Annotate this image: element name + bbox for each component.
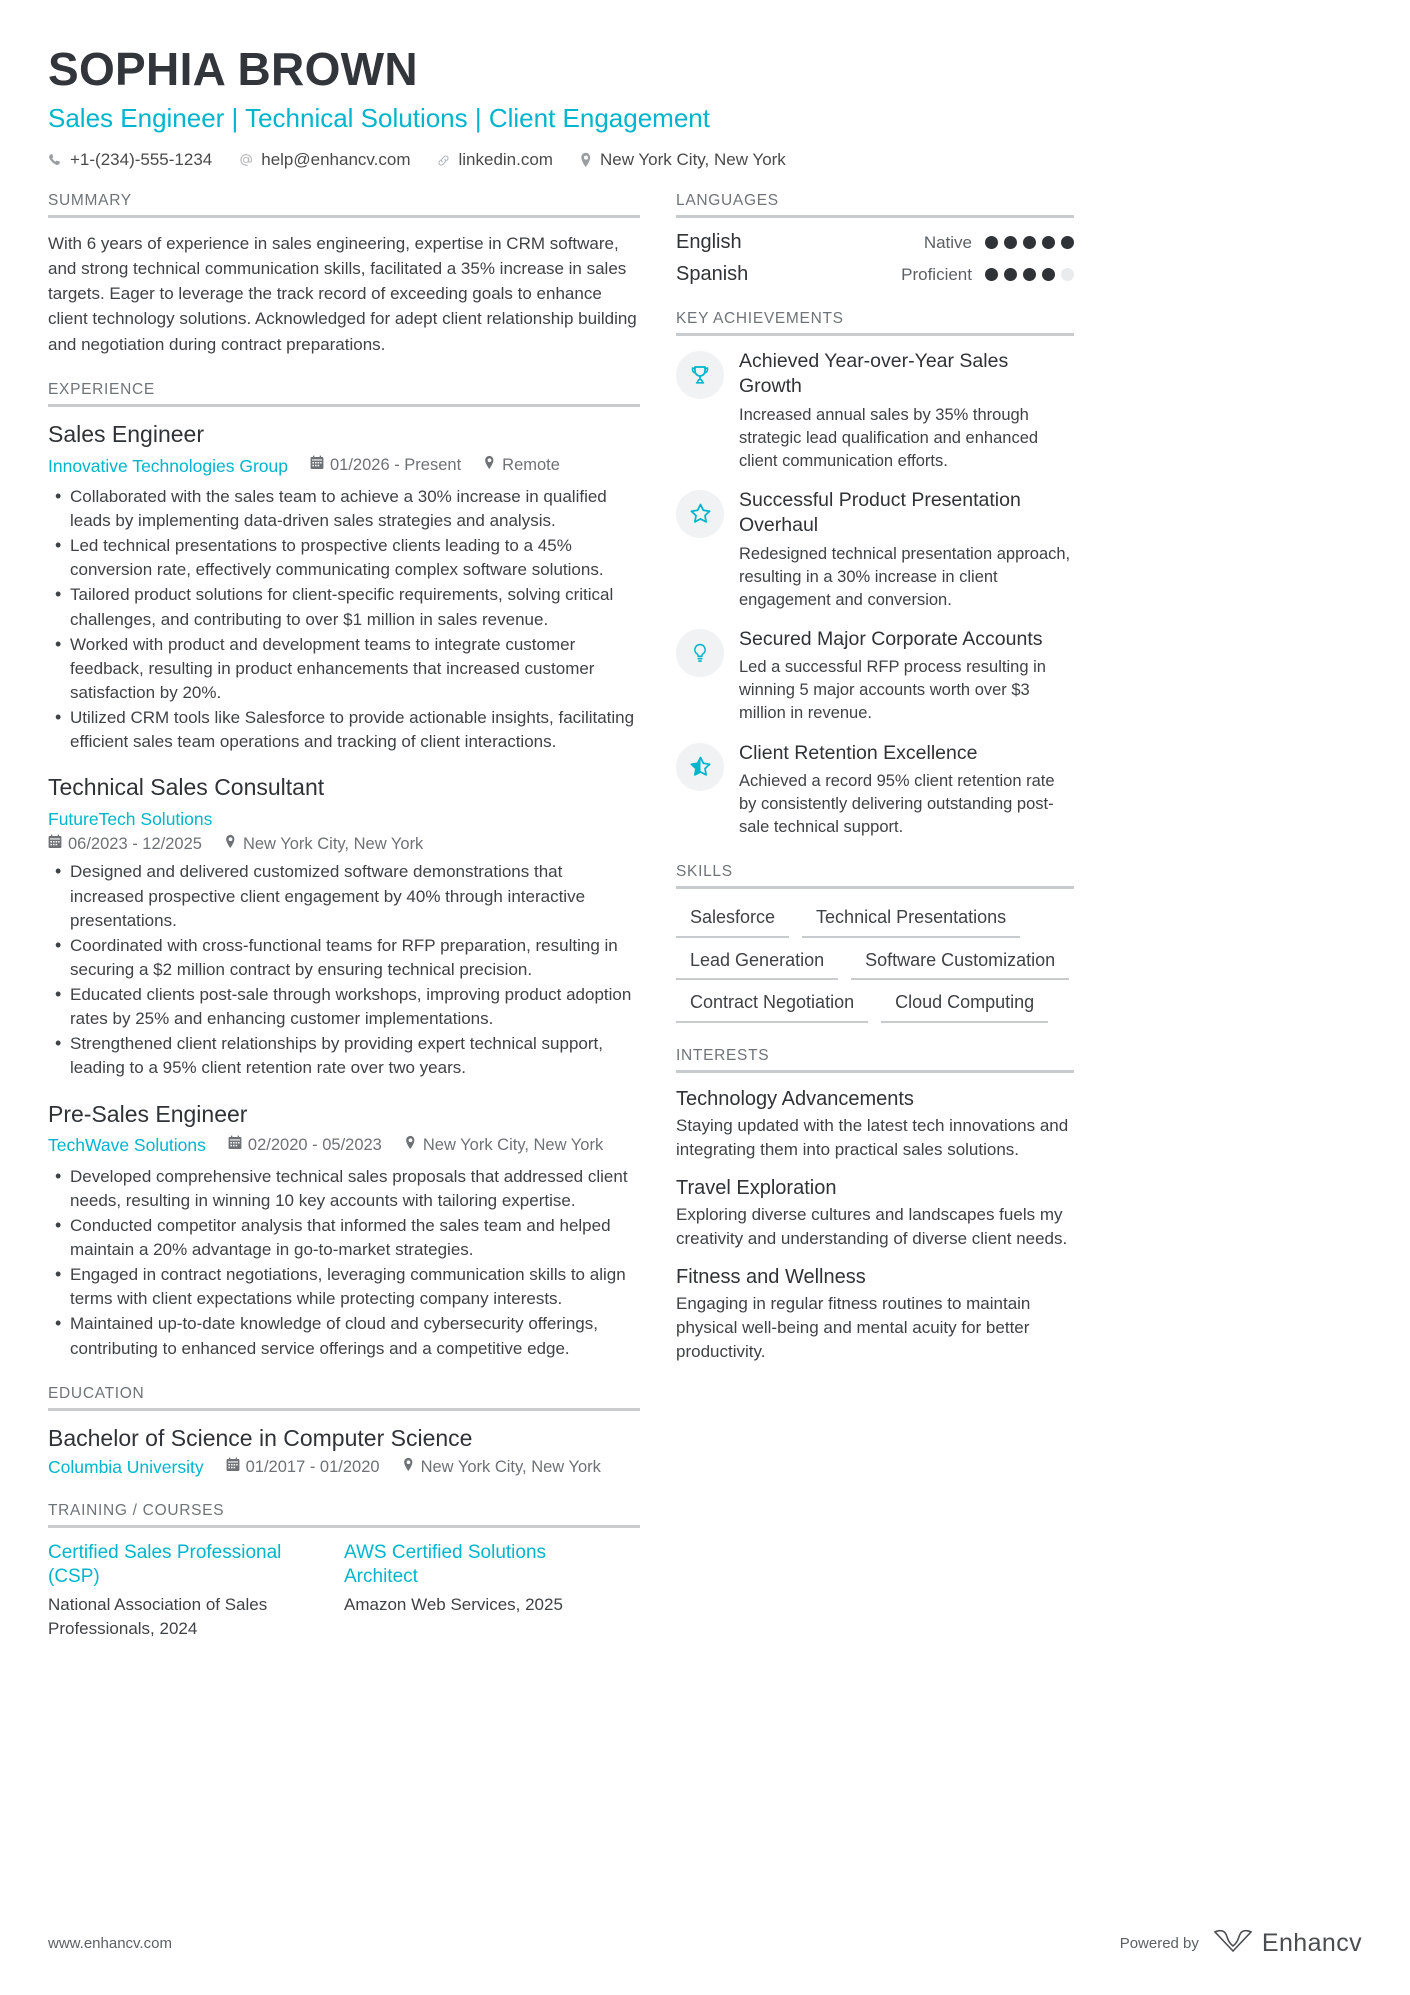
- job-company[interactable]: Innovative Technologies Group: [48, 455, 288, 476]
- education-dates: 01/2017 - 01/2020: [226, 1457, 380, 1477]
- skill-tag[interactable]: Software Customization: [851, 945, 1069, 981]
- website-text: linkedin.com: [458, 150, 553, 170]
- achievement-description: Redesigned technical presentation approach, resulting in a 30% increase in client engagement and conversion.: [739, 544, 1071, 609]
- experience-heading: EXPERIENCE: [48, 381, 640, 407]
- contact-location: [579, 150, 786, 170]
- job-bullet: • Utilized CRM tools like Salesforce to provide actionable insights, facilitating efficient sales team operations and tracking of client interactions.: [48, 706, 640, 754]
- language-name: English: [676, 231, 742, 254]
- summary-section: [48, 192, 640, 357]
- skills-section: [676, 863, 1074, 1023]
- interest-title: Travel Exploration: [676, 1176, 837, 1199]
- skills-list: [676, 902, 1074, 1023]
- job-bullet: • Led technical presentations to prospective clients leading to a 45% conversion rate, effectively communicating complex software solutions.: [48, 534, 640, 582]
- map-pin-icon: [404, 1133, 417, 1158]
- contact-email[interactable]: [238, 150, 410, 170]
- interest-description: Exploring diverse cultures and landscapes fuels my creativity and understanding of diverse client needs.: [676, 1204, 1068, 1249]
- languages-section: [676, 192, 1074, 286]
- job-bullet: • Strengthened client relationships by providing expert technical support, leading to a 95% client retention rate over two years.: [48, 1032, 640, 1080]
- achievement-description: Increased annual sales by 35% through strategic lead qualification and enhanced client communication efforts.: [739, 405, 1039, 470]
- job-bullet: • Tailored product solutions for client-specific requirements, solving critical challenges, and contributing to over $1 million in sales revenue.: [48, 583, 640, 631]
- achievements-section: [676, 310, 1074, 839]
- enhancv-wordmark: Enhancv: [1261, 1929, 1362, 1957]
- experience-item: [48, 420, 640, 755]
- contact-phone[interactable]: [48, 150, 212, 170]
- achievement-title: Secured Major Corporate Accounts: [739, 627, 1043, 650]
- job-location: Remote: [483, 453, 560, 478]
- job-bullet: • Designed and delivered customized software demonstrations that increased prospective client engagement by 40% through interactive presentations.: [48, 860, 640, 932]
- job-meta: [48, 834, 640, 854]
- achievement-title: Successful Product Presentation Overhaul: [739, 488, 1021, 537]
- lightbulb-icon: [676, 629, 724, 677]
- map-pin-icon: [483, 453, 496, 478]
- interest-description: Staying updated with the latest tech innovations and integrating them into practical sales solutions.: [676, 1115, 1069, 1159]
- education-heading: EDUCATION: [48, 1385, 640, 1411]
- phone-text: +1-(234)-555-1234: [70, 150, 213, 170]
- job-responsibilities: [48, 485, 640, 754]
- achievement-title: Achieved Year-over-Year Sales Growth: [739, 350, 1009, 398]
- job-bullet: • Maintained up-to-date knowledge of cloud and cybersecurity offerings, contributing to enhanced service offerings and a competitive edge.: [48, 1312, 640, 1360]
- job-bullet: • Engaged in contract negotiations, leveraging communication skills to align terms with client expectations while protecting company interests.: [48, 1263, 640, 1311]
- languages-heading: LANGUAGES: [676, 192, 1074, 218]
- proficiency-dot: [1061, 236, 1074, 249]
- phone-icon: [48, 153, 63, 168]
- proficiency-dot: [1023, 268, 1036, 281]
- footer-url[interactable]: www.enhancv.com: [48, 1935, 172, 1952]
- experience-item: [48, 773, 640, 1080]
- proficiency-dots: [985, 268, 1074, 281]
- professional-headline: Sales Engineer | Technical Solutions | Client Engagement: [48, 102, 710, 133]
- proficiency-dot: [1042, 268, 1055, 281]
- proficiency-dot: [1004, 236, 1017, 249]
- interest-item: [676, 1175, 1074, 1251]
- skill-tag[interactable]: Technical Presentations: [802, 902, 1020, 938]
- education-school[interactable]: Columbia University: [48, 1456, 204, 1477]
- language-level: Native: [923, 232, 972, 252]
- education-location: New York City, New York: [402, 1457, 601, 1477]
- language-item: [676, 263, 1074, 286]
- job-bullet: • Coordinated with cross-functional teams for RFP preparation, resulting in securing a $2 million contract by ensuring technical precision.: [48, 934, 640, 982]
- summary-heading: SUMMARY: [48, 192, 640, 218]
- interests-heading: INTERESTS: [676, 1047, 1074, 1073]
- job-company[interactable]: FutureTech Solutions: [48, 809, 213, 830]
- interest-item: [676, 1086, 1074, 1162]
- interest-title: Technology Advancements: [676, 1087, 914, 1110]
- experience-section: [48, 381, 640, 1361]
- experience-list: [48, 420, 640, 1361]
- training-section: [48, 1502, 640, 1641]
- achievement-item: [676, 627, 1074, 726]
- course-organization: National Association of Sales Professionals, 2024: [48, 1594, 268, 1638]
- course-organization: Amazon Web Services, 2025: [344, 1594, 563, 1614]
- at-icon: [238, 152, 254, 168]
- education-item: [48, 1424, 640, 1478]
- star-half-icon: [676, 743, 724, 791]
- job-title: Pre-Sales Engineer: [48, 1100, 248, 1127]
- job-bullet: • Developed comprehensive technical sales proposals that addressed client needs, resulting in winning 10 key accounts with tailoring expertise.: [48, 1165, 640, 1213]
- job-location: New York City, New York: [224, 834, 423, 854]
- resume-header: [48, 44, 1362, 170]
- map-pin-icon: [224, 834, 237, 854]
- enhancv-mark-icon: [1213, 1928, 1253, 1959]
- summary-text: With 6 years of experience in sales engineering, expertise in CRM software, and strong technical communication skills, facilitated a 35% increase in sales targets. Eager to leverage the track record of exceeding goals to enhance client technology solutions. Acknowledged for adept client relationship building and negotiation during contract preparations.: [48, 234, 637, 354]
- achievement-description: Led a successful RFP process resulting in winning 5 major accounts worth over $3 million in revenue.: [739, 658, 1046, 723]
- experience-item: [48, 1100, 640, 1361]
- achievements-heading: KEY ACHIEVEMENTS: [676, 310, 1074, 336]
- job-responsibilities: [48, 860, 640, 1080]
- footer-branding: [1120, 1928, 1362, 1959]
- map-pin-icon: [579, 152, 593, 168]
- achievement-item: [676, 741, 1074, 840]
- calendar-icon: [310, 453, 324, 478]
- interests-list: [676, 1086, 1074, 1365]
- course-name[interactable]: Certified Sales Professional (CSP): [48, 1541, 282, 1588]
- job-meta: [48, 1132, 640, 1158]
- interests-section: [676, 1047, 1074, 1365]
- language-level: Proficient: [901, 264, 972, 284]
- language-proficiency: [901, 265, 1074, 285]
- job-location: New York City, New York: [404, 1133, 603, 1158]
- skill-tag[interactable]: Salesforce: [676, 902, 789, 938]
- job-bullet: • Conducted competitor analysis that informed the sales team and helped maintain a 20% advantage in go-to-market strategies.: [48, 1214, 640, 1262]
- right-column: [676, 192, 1074, 1389]
- skill-tag[interactable]: Lead Generation: [676, 945, 838, 981]
- language-item: [676, 231, 1074, 254]
- proficiency-dots: [985, 236, 1074, 249]
- achievement-title: Client Retention Excellence: [739, 741, 978, 764]
- contact-bar: [48, 150, 1362, 170]
- star-outline-icon: [676, 490, 724, 538]
- language-proficiency: [924, 233, 1074, 253]
- achievement-description: Achieved a record 95% client retention rate by consistently delivering outstanding post-sale technical support.: [739, 771, 1055, 837]
- calendar-icon: [228, 1133, 242, 1158]
- proficiency-dot: [1023, 236, 1036, 249]
- calendar-icon: [48, 834, 62, 854]
- job-bullet: • Educated clients post-sale through workshops, improving product adoption rates by 25% and enhancing customer implementations.: [48, 983, 640, 1031]
- education-section: [48, 1385, 640, 1478]
- proficiency-dot: [1042, 236, 1055, 249]
- courses-list: [48, 1541, 640, 1641]
- proficiency-dot: [1004, 268, 1017, 281]
- interest-description: Engaging in regular fitness routines to maintain physical well-being and mental acuity for better productivity.: [676, 1294, 1031, 1362]
- proficiency-dot: [985, 236, 998, 249]
- enhancv-logo: [1213, 1928, 1362, 1959]
- page-footer: [48, 1928, 1362, 1959]
- training-heading: TRAINING / COURSES: [48, 1502, 640, 1528]
- job-title: Technical Sales Consultant: [48, 774, 325, 801]
- calendar-icon: [226, 1457, 240, 1477]
- course-name[interactable]: AWS Certified Solutions Architect: [344, 1541, 547, 1588]
- left-column: [48, 192, 640, 1665]
- powered-by-label: Powered by: [1119, 1935, 1199, 1952]
- proficiency-dot: [1061, 268, 1074, 281]
- map-pin-icon: [402, 1457, 415, 1477]
- trophy-icon: [676, 351, 724, 399]
- language-name: Spanish: [676, 263, 749, 286]
- skills-heading: SKILLS: [676, 863, 1074, 889]
- interest-title: Fitness and Wellness: [676, 1266, 866, 1289]
- proficiency-dot: [985, 268, 998, 281]
- link-icon: [436, 153, 451, 168]
- job-company[interactable]: TechWave Solutions: [48, 1135, 206, 1156]
- job-bullet: • Worked with product and development teams to integrate customer feedback, resulting in product enhancements that increased customer satisfaction by 20%.: [48, 633, 640, 705]
- languages-list: [676, 231, 1074, 286]
- job-title: Sales Engineer: [48, 420, 204, 447]
- skill-tag[interactable]: Cloud Computing: [881, 987, 1048, 1023]
- job-meta: [48, 453, 640, 479]
- course-item: [344, 1541, 640, 1641]
- job-dates: 06/2023 - 12/2025: [48, 834, 202, 854]
- job-bullet: • Collaborated with the sales team to achieve a 30% increase in qualified leads by implementing data-driven sales strategies and analysis.: [48, 485, 640, 533]
- skill-tag[interactable]: Contract Negotiation: [676, 987, 868, 1023]
- page-title: SOPHIA BROWN: [48, 43, 418, 95]
- interest-item: [676, 1264, 1074, 1364]
- achievement-item: [676, 488, 1074, 612]
- contact-website[interactable]: [436, 150, 553, 170]
- job-company-row: [48, 806, 640, 832]
- achievements-list: [676, 349, 1074, 839]
- education-list: [48, 1424, 640, 1478]
- email-text: help@enhancv.com: [261, 150, 411, 170]
- course-item: [48, 1541, 344, 1641]
- achievement-item: [676, 349, 1074, 473]
- education-meta: [48, 1457, 640, 1478]
- job-responsibilities: [48, 1165, 640, 1361]
- location-text: New York City, New York: [599, 150, 786, 170]
- education-degree: Bachelor of Science in Computer Science: [48, 1424, 473, 1451]
- job-dates: 01/2026 - Present: [310, 453, 461, 478]
- job-dates: 02/2020 - 05/2023: [228, 1133, 382, 1158]
